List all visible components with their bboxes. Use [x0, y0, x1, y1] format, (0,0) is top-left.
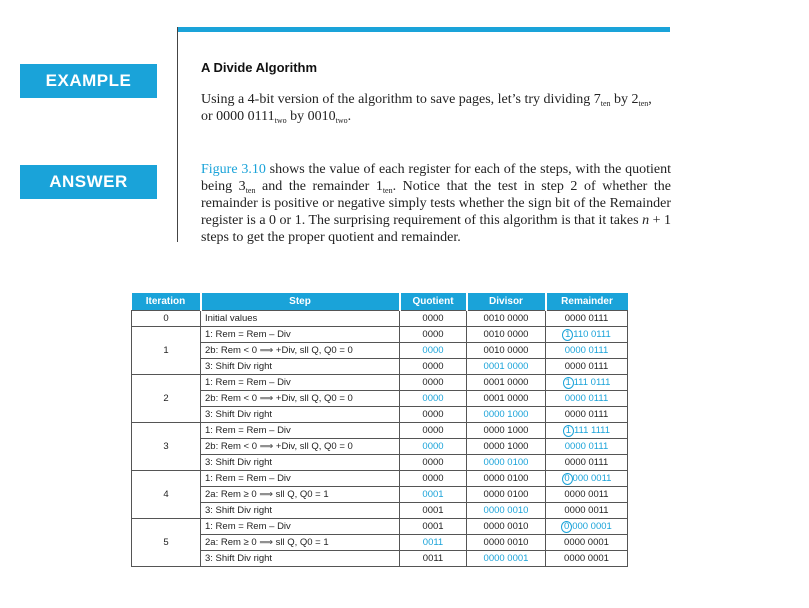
remainder-value: 000 0011 [572, 472, 612, 484]
quotient-cell: 0000 [400, 471, 467, 487]
divisor-cell: 0000 0010 [467, 503, 546, 519]
divisor-cell: 0010 0000 [467, 327, 546, 343]
header-step: Step [201, 293, 400, 311]
remainder-cell: 0000 0111 [546, 455, 628, 471]
step-cell: 2b: Rem < 0 ⟹ +Div, sll Q, Q0 = 0 [201, 439, 400, 455]
table-row [132, 407, 628, 423]
remainder-cell: 0000 0111 [546, 359, 628, 375]
header-quotient: Quotient [400, 293, 467, 311]
answer-paragraph: Figure 3.10 shows the value of each register for each of the steps, with the quotient being $3_{ten}$ and the remainder $1_{ten}$. Notice that the test in step 2 of whether the remainder is positive or negative simply tests whether the sign bit of the Remainder register is a 0 or 1. The surprising requirement of this algorithm is that it takes n + 1 steps to get the proper quotient and remainder. [201, 162, 672, 245]
step-cell: 1: Rem = Rem – Div [201, 327, 400, 343]
quotient-cell: 0000 [400, 423, 467, 439]
iteration-cell: 3 [132, 423, 201, 471]
table-row [132, 391, 628, 407]
divisor-cell: 0000 0001 [467, 551, 546, 567]
divisor-cell: 0001 0000 [467, 359, 546, 375]
sign-bit-circle: 0 [561, 521, 572, 533]
divisor-cell: 0001 0000 [467, 391, 546, 407]
remainder-value: 110 0111 [573, 328, 611, 340]
table-row [132, 359, 628, 375]
quotient-cell: 0000 [400, 327, 467, 343]
divisor-cell: 0000 0100 [467, 471, 546, 487]
quotient-cell: 0001 [400, 519, 467, 535]
divisor-cell: 0000 1000 [467, 423, 546, 439]
quotient-cell: 0000 [400, 375, 467, 391]
table-row [132, 343, 628, 359]
table-row [132, 375, 628, 391]
divisor-cell: 0000 0010 [467, 519, 546, 535]
quotient-cell: 0011 [400, 535, 467, 551]
remainder-cell [546, 519, 628, 535]
section-heading: A Divide Algorithm [201, 60, 318, 75]
quotient-cell: 0000 [400, 439, 467, 455]
example-label: EXAMPLE [20, 64, 157, 98]
iteration-cell: 0 [132, 311, 201, 327]
step-cell: 3: Shift Div right [201, 503, 400, 519]
step-cell: 1: Rem = Rem – Div [201, 375, 400, 391]
divisor-cell: 0000 0010 [467, 535, 546, 551]
iteration-cell: 5 [132, 519, 201, 567]
remainder-cell: 0000 0001 [546, 551, 628, 567]
sign-bit-circle: 0 [562, 473, 573, 485]
table-row [132, 551, 628, 567]
remainder-cell [546, 327, 628, 343]
divisor-cell: 0000 0100 [467, 487, 546, 503]
remainder-cell: 0000 0011 [546, 503, 628, 519]
remainder-cell: 0000 0111 [546, 391, 628, 407]
divisor-cell: 0000 0100 [467, 455, 546, 471]
remainder-cell: 0000 0111 [546, 343, 628, 359]
remainder-value: 111 0111 [573, 376, 611, 388]
table-row [132, 439, 628, 455]
divisor-cell: 0010 0000 [467, 343, 546, 359]
quotient-cell: 0000 [400, 407, 467, 423]
example-paragraph: Using a 4-bit version of the algorithm to save pages, let’s try dividing $7_{ten}$ by $2_{ten}$, or 0000 $0111_{two}$ by $0010_{two}$. [201, 92, 652, 125]
table-row [132, 535, 628, 551]
table-row [132, 423, 628, 439]
step-cell: 1: Rem = Rem – Div [201, 423, 400, 439]
figure-link[interactable]: Figure 3.10 [201, 162, 266, 177]
remainder-cell [546, 375, 628, 391]
divisor-cell: 0000 1000 [467, 439, 546, 455]
iteration-cell: 2 [132, 375, 201, 423]
vertical-rule [177, 27, 178, 242]
step-cell: 2a: Rem ≥ 0 ⟹ sll Q, Q0 = 1 [201, 487, 400, 503]
sign-bit-circle: 1 [563, 377, 574, 389]
remainder-cell [546, 423, 628, 439]
step-cell: 3: Shift Div right [201, 407, 400, 423]
remainder-cell: 0000 0111 [546, 407, 628, 423]
answer-label: ANSWER [20, 165, 157, 199]
table-row [132, 503, 628, 519]
step-cell: 2b: Rem < 0 ⟹ +Div, sll Q, Q0 = 0 [201, 343, 400, 359]
top-accent-bar [177, 27, 670, 32]
table-row [132, 471, 628, 487]
table-row [132, 519, 628, 535]
divisor-cell: 0010 0000 [467, 311, 546, 327]
divisor-cell: 0000 1000 [467, 407, 546, 423]
sign-bit-circle: 1 [563, 425, 574, 437]
remainder-cell: 0000 0011 [546, 487, 628, 503]
remainder-cell [546, 471, 628, 487]
header-iteration: Iteration [132, 293, 201, 311]
step-cell: 1: Rem = Rem – Div [201, 471, 400, 487]
remainder-value: 000 0001 [572, 520, 612, 532]
step-cell: 2a: Rem ≥ 0 ⟹ sll Q, Q0 = 1 [201, 535, 400, 551]
step-cell: 3: Shift Div right [201, 359, 400, 375]
table-row [132, 311, 628, 327]
divisor-cell: 0001 0000 [467, 375, 546, 391]
quotient-cell: 0000 [400, 343, 467, 359]
quotient-cell: 0001 [400, 487, 467, 503]
quotient-cell: 0001 [400, 503, 467, 519]
header-remainder: Remainder [546, 293, 628, 311]
quotient-cell: 0011 [400, 551, 467, 567]
step-cell: Initial values [201, 311, 400, 327]
quotient-cell: 0000 [400, 455, 467, 471]
step-cell: 3: Shift Div right [201, 551, 400, 567]
iteration-cell: 4 [132, 471, 201, 519]
table-row [132, 455, 628, 471]
quotient-cell: 0000 [400, 311, 467, 327]
table-header-row [132, 293, 628, 311]
quotient-cell: 0000 [400, 359, 467, 375]
header-divisor: Divisor [467, 293, 546, 311]
quotient-cell: 0000 [400, 391, 467, 407]
step-cell: 2b: Rem < 0 ⟹ +Div, sll Q, Q0 = 0 [201, 391, 400, 407]
remainder-cell: 0000 0001 [546, 535, 628, 551]
iteration-cell: 1 [132, 327, 201, 375]
division-steps-table [131, 293, 628, 567]
sign-bit-circle: 1 [562, 329, 573, 341]
remainder-cell: 0000 0111 [546, 439, 628, 455]
table-row [132, 327, 628, 343]
remainder-value: 111 1111 [573, 424, 611, 436]
step-cell: 3: Shift Div right [201, 455, 400, 471]
step-cell: 1: Rem = Rem – Div [201, 519, 400, 535]
remainder-cell: 0000 0111 [546, 311, 628, 327]
table-row [132, 487, 628, 503]
